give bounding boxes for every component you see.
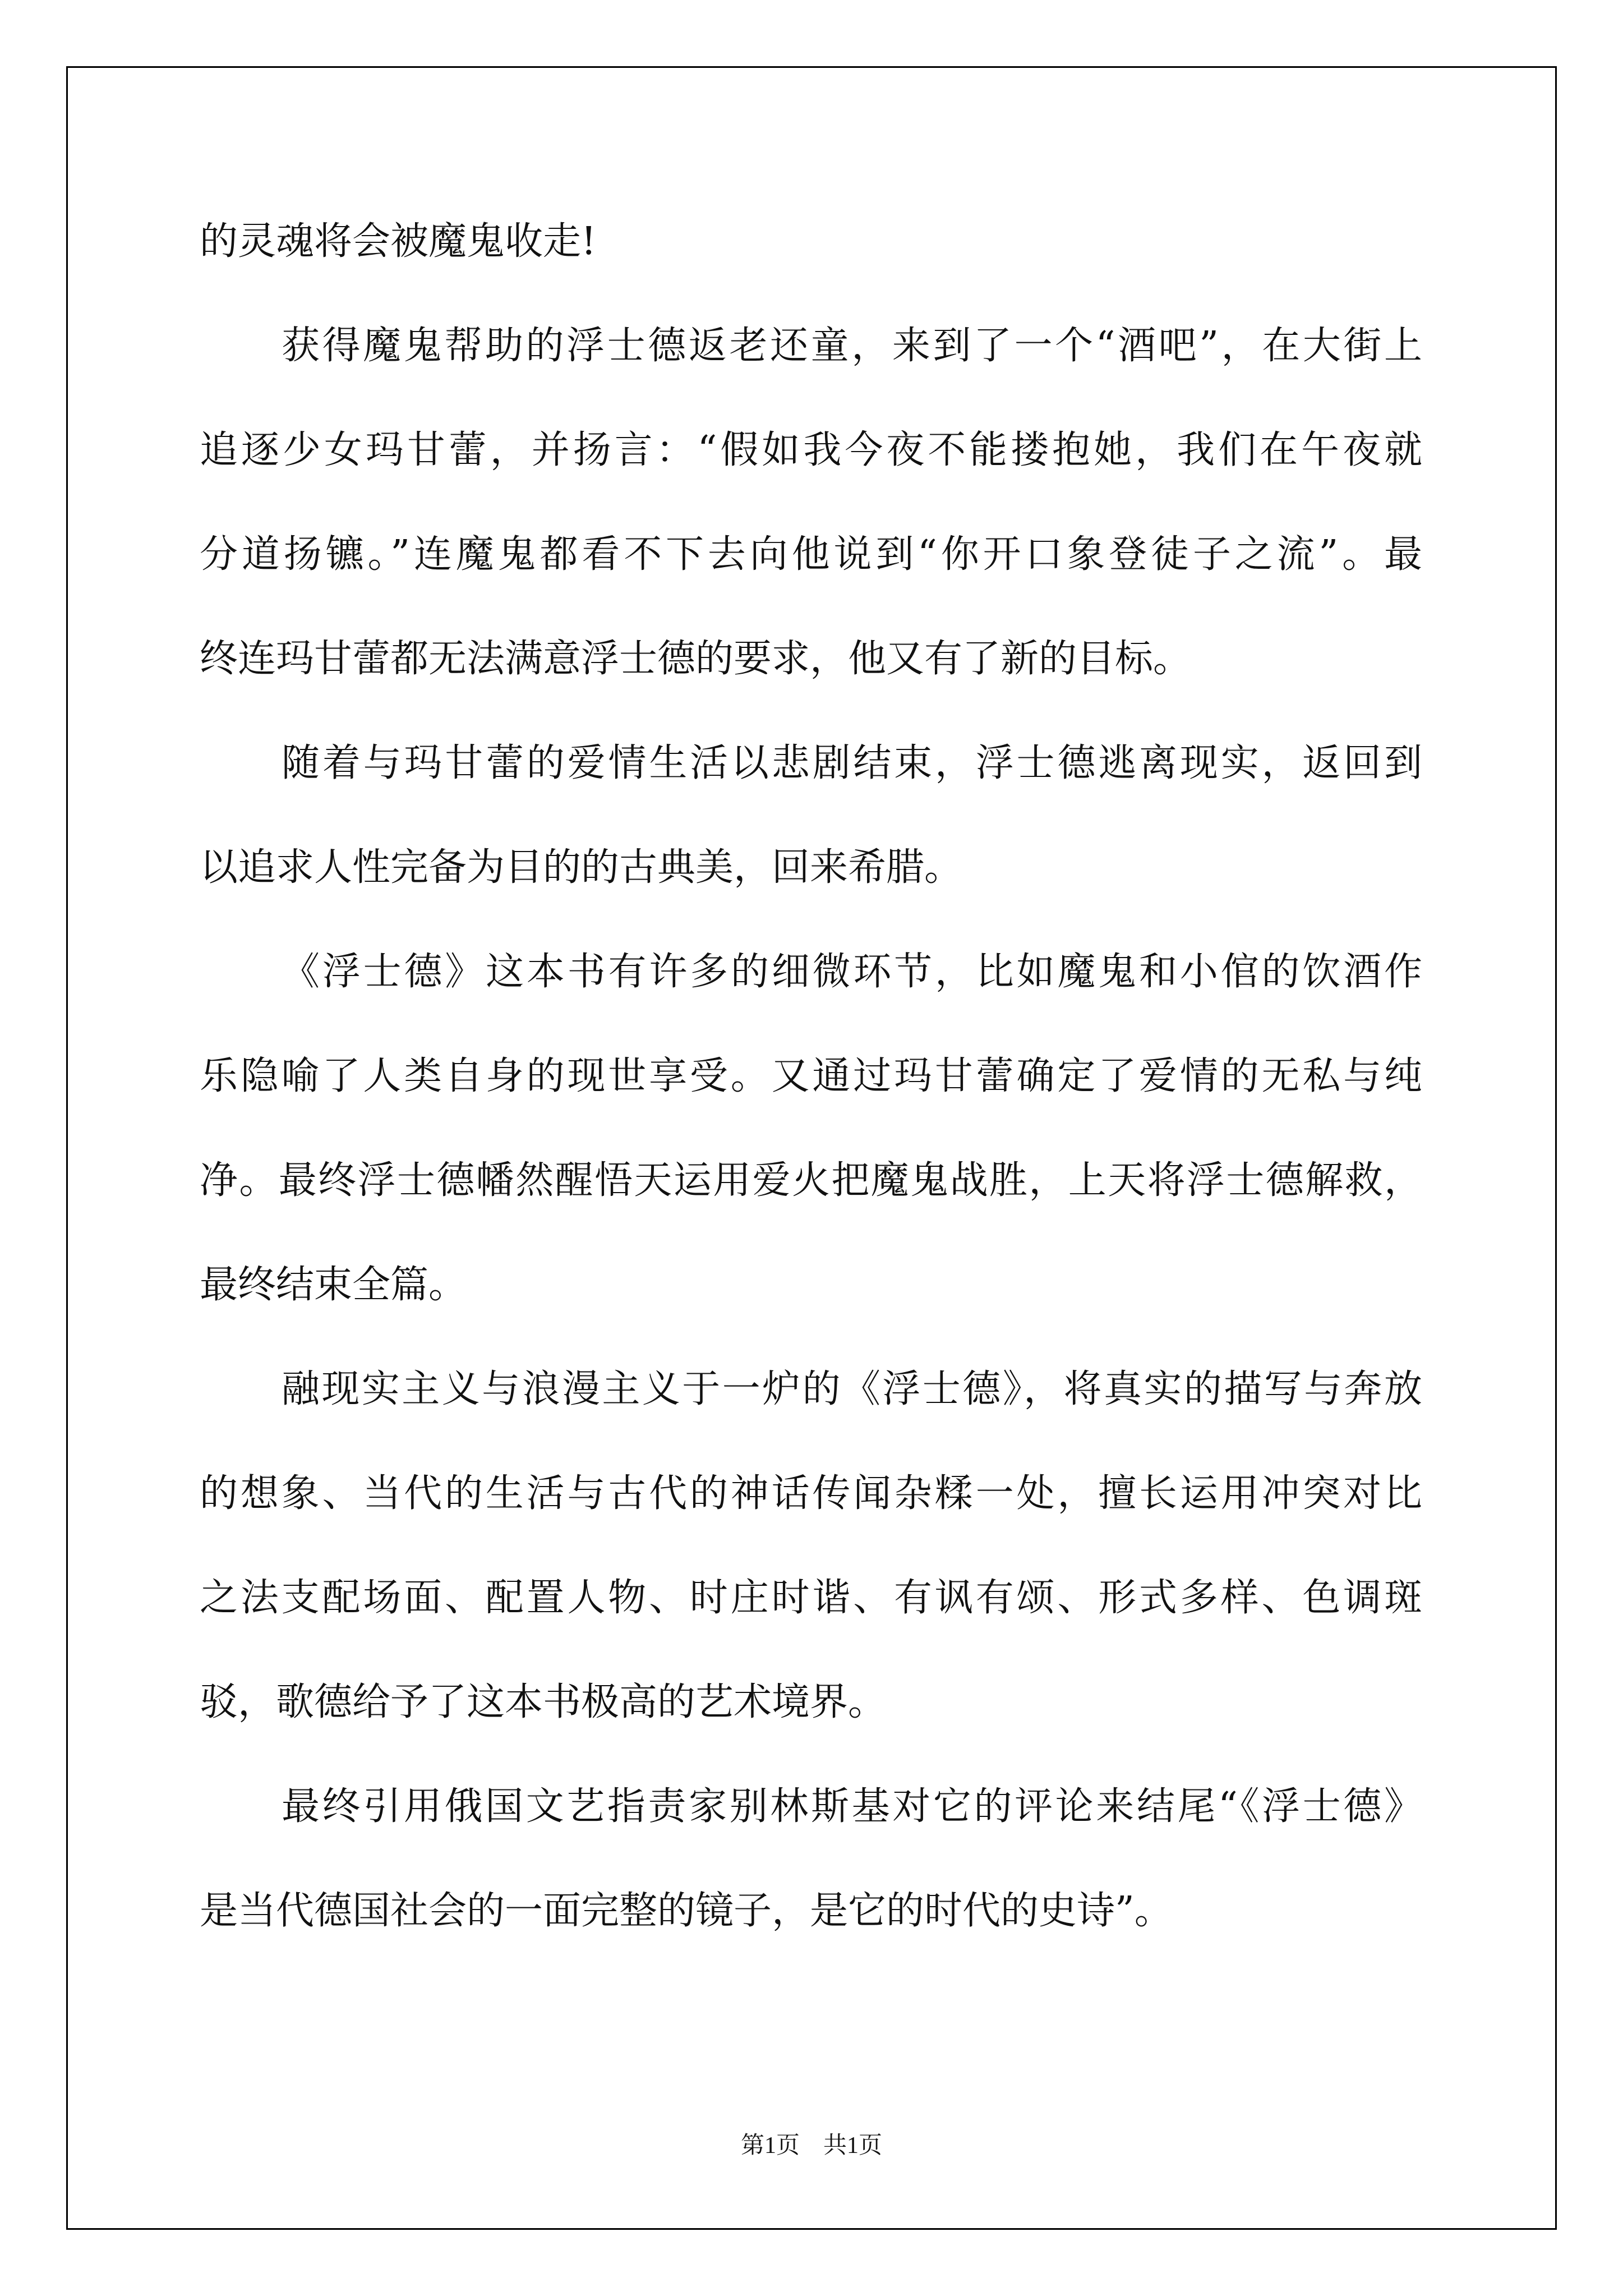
text-line: 最终结束全篇。 (200, 1263, 467, 1307)
text-line: 之法支配场面、配置人物、时庄时谐、有讽有颂、形式多样、色调斑 (200, 1576, 1422, 1620)
page-number: 第1页 (740, 2133, 800, 2159)
text-line: 《浮士德》这本书有许多的细微环节，比如魔鬼和小倌的饮酒作 (282, 950, 1422, 994)
text-line: 融现实主义与浪漫主义于一炉的《浮士德》，将真实的描写与奔放 (282, 1367, 1422, 1411)
text-line: 的灵魂将会被魔鬼收走! (200, 219, 597, 264)
text-line: 是当代德国社会的一面完整的镜子，是它的时代的史诗”。 (200, 1889, 1173, 1933)
text-line: 获得魔鬼帮助的浮士德返老还童，来到了一个“酒吧”，在大街上 (282, 324, 1422, 368)
text-line: 净。最终浮士德幡然醒悟天运用爱火把魔鬼战胜，上天将浮士德解救， (200, 1158, 1422, 1203)
text-line: 追逐少女玛甘蕾，并扬言：“假如我今夜不能搂抱她，我们在午夜就 (200, 428, 1422, 472)
text-line: 以追求人性完备为目的的古典美，回来希腊。 (200, 845, 963, 890)
text-line: 最终引用俄国文艺指责家别林斯基对它的评论来结尾“《浮士德》 (282, 1784, 1422, 1829)
text-line: 终连玛甘蕾都无法满意浮士德的要求，他又有了新的目标。 (200, 637, 1192, 681)
text-line: 分道扬镳。”连魔鬼都看不下去向他说到“你开口象登徒子之流”。最 (200, 532, 1422, 577)
document-body (200, 217, 1422, 1990)
page-total: 共1页 (823, 2133, 883, 2159)
text-line: 乐隐喻了人类自身的现世享受。又通过玛甘蕾确定了爱情的无私与纯 (200, 1054, 1422, 1098)
text-line: 的想象、当代的生活与古代的神话传闻杂糅一处，擅长运用冲突对比 (200, 1471, 1422, 1516)
text-line: 驳，歌德给予了这本书极高的艺术境界。 (200, 1680, 887, 1724)
text-line: 随着与玛甘蕾的爱情生活以悲剧结束，浮士德逃离现实，返回到 (282, 741, 1422, 785)
page-footer (0, 2132, 1623, 2160)
